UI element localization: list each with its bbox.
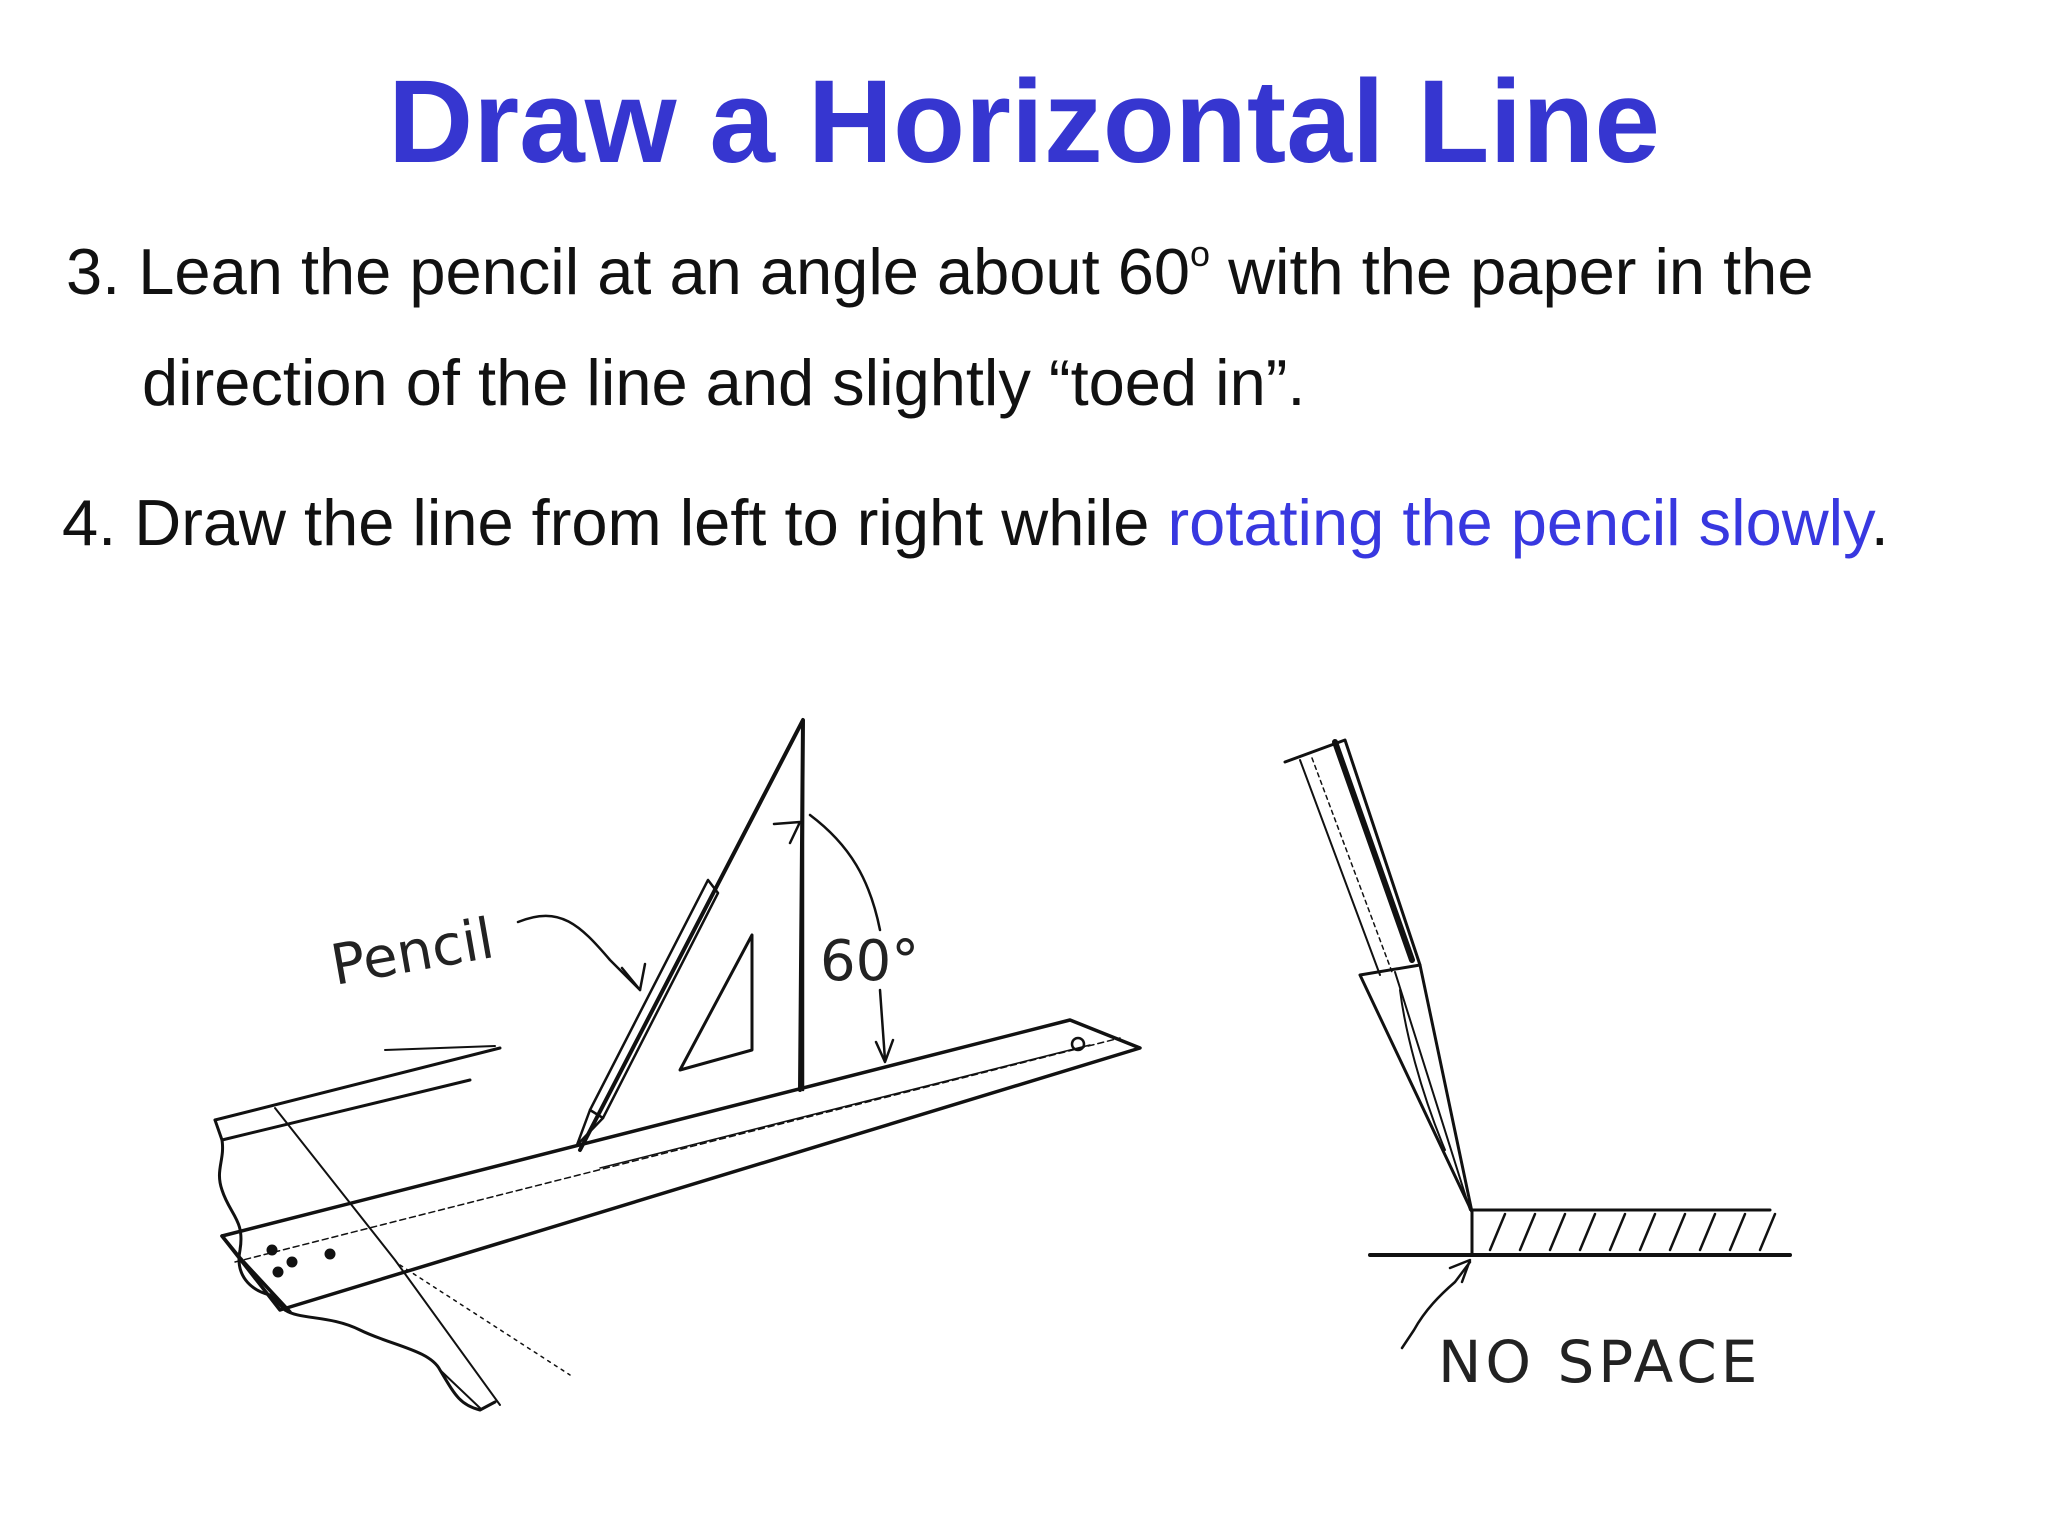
step-3-number: 3.: [66, 235, 121, 308]
step-3-text-end: with the paper in the: [1210, 235, 1814, 308]
board-illustration: [215, 720, 1140, 1410]
step-4-highlight: rotating the pencil slowly: [1167, 486, 1871, 559]
angle-label: 60°: [820, 929, 920, 994]
step-4-text: Draw the line from left to right while: [134, 486, 1168, 559]
no-space-label: NO SPACE: [1438, 1328, 1762, 1396]
step-4-period: .: [1870, 486, 1889, 559]
step-4-number: 4.: [62, 486, 117, 559]
degree-mark: o: [1190, 233, 1211, 274]
slide-title: Draw a Horizontal Line: [388, 56, 1660, 188]
step-3-continuation: direction of the line and slightly “toed in”.: [142, 346, 1306, 419]
step-3-text-start: Lean the pencil at an angle about 60: [138, 235, 1190, 308]
pencil-detail: [1285, 740, 1790, 1348]
pencil-label: Pencil: [326, 906, 499, 999]
